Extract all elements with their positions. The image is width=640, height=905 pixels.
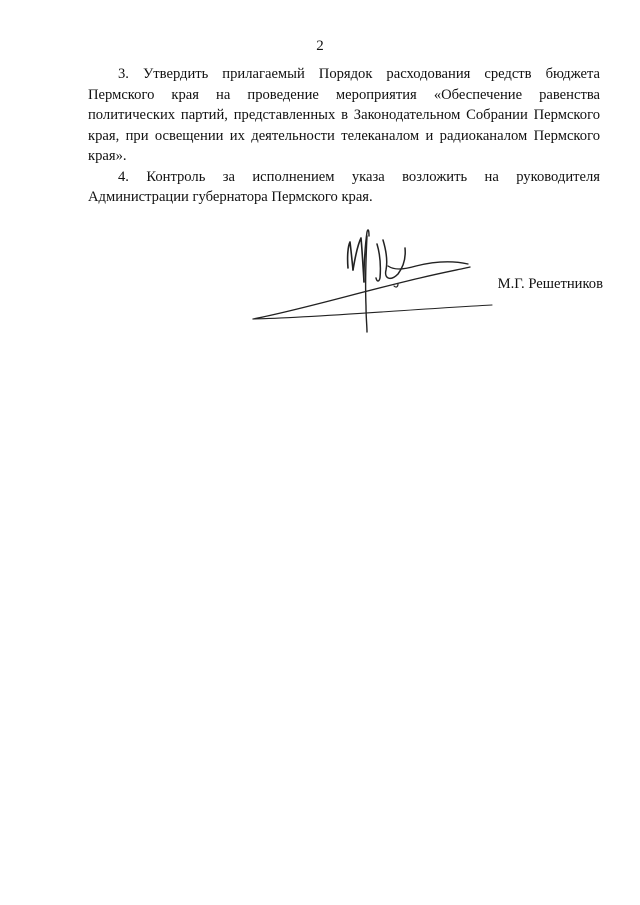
paragraph-item-4: 4. Контроль за исполнением указа возложить на руководителя Администрации губернатора Пермского края. [88,168,600,205]
document-body [88,64,600,208]
signer-name: М.Г. Решетников [497,276,603,292]
signature-block [240,226,620,336]
page-number: 2 [316,38,324,54]
paragraph-item-3: 3. Утвердить прилагаемый Порядок расходования средств бюджета Пермского края на проведение мероприятия «Обеспечение равенства политических партий, представленных в Законодательном Собрании Пермского края, при освещении их деятельности телеканалом и радиоканалом Пермского края». [88,66,600,164]
handwritten-signature [240,226,510,336]
